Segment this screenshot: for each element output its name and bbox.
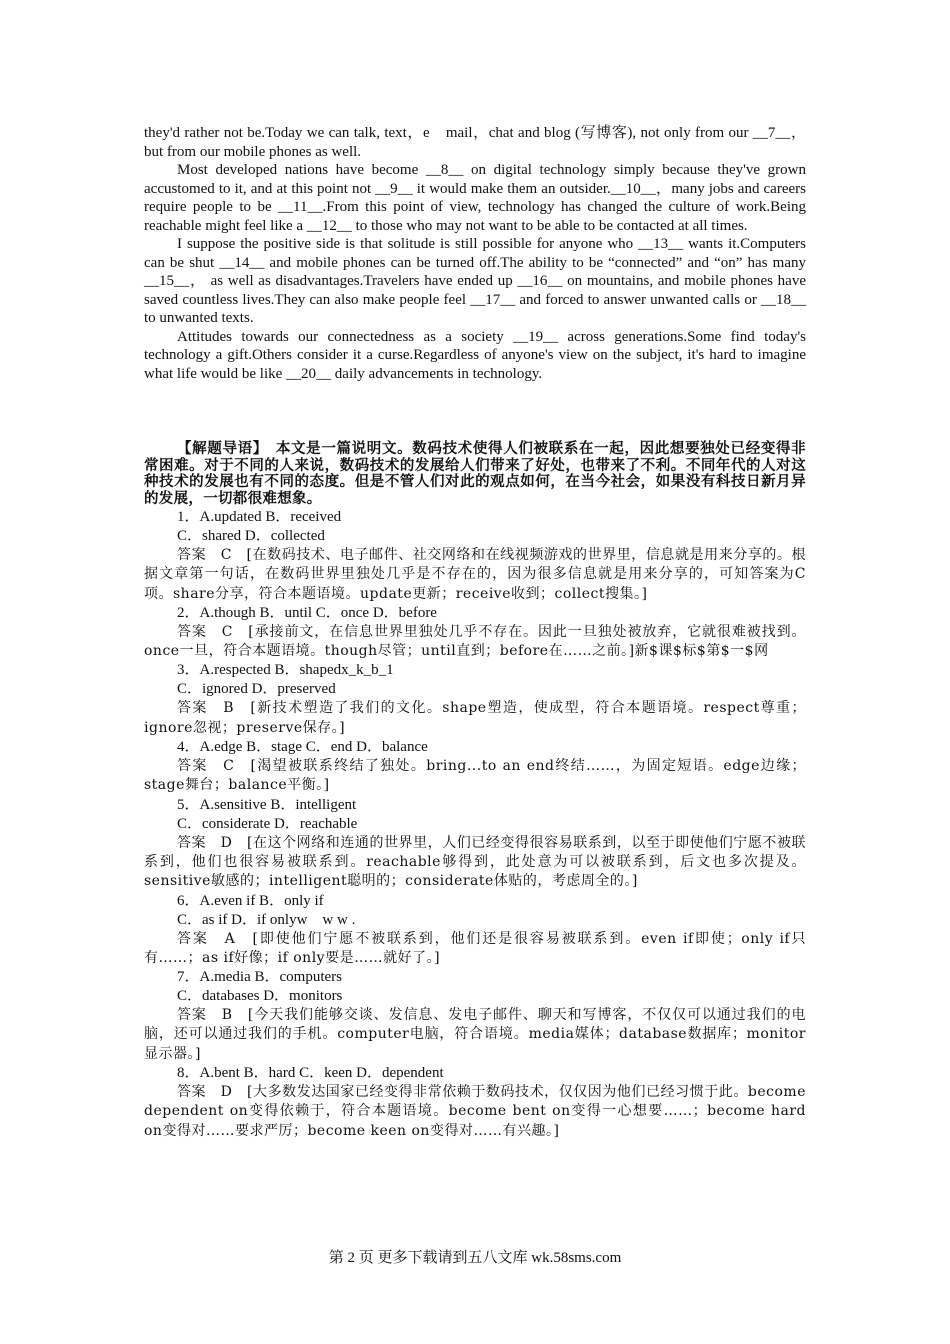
question-options: 1．A.updated B．received <box>177 509 342 525</box>
answer-explanation: 答案 D [大多数发达国家已经变得非常依赖于数码技术，仅仅因为他们已经习惯于此。become dependent on变得依赖于，符合本题语境。become bent on变得一心想要……；become hard on变得对……要求严厉；become keen on变得对……有兴趣。] <box>144 1084 806 1139</box>
question-options: 6．A.even if B．only if <box>177 892 324 909</box>
answer-explanation: 答案 C [承接前文，在信息世界里独处几乎不存在。因此一旦独处被放弃，它就很难被找到。once一旦，符合本题语境。though尽管；until直到；before在……之前。]新$课$标$第$一$网 <box>144 623 806 660</box>
question-options: 4．A.edge B．stage C．end D．balance <box>177 739 428 756</box>
question-list <box>144 508 806 1141</box>
reading-guide: 【解题导语】 本文是一篇说明文。数码技术使得人们被联系在一起，因此想要独处已经变得非常困难。对于不同的人来说，数码技术的发展给人们带来了好处，也带来了不利。不同年代的人对这种技术的发展也有不同的态度。但是不管人们对此的观点如何，在当今社会，如果没有科技日新月异的发展，一切都很难想象。 <box>144 441 806 507</box>
answer-explanation: 答案 C [在数码技术、电子邮件、社交网络和在线视频游戏的世界里，信息就是用来分享的。根据文章第一句话，在数码世界里独处几乎是不存在的，因为很多信息就是用来分享的，可知答案为C项。share分享，符合本题语境。update更新；receive收到；collect搜集。] <box>144 547 806 602</box>
question-options: 2．A.though B．until C．once D．before <box>177 604 437 621</box>
question-options: C．as if D．if onlyw w w . <box>177 911 356 928</box>
question-options: 8．A.bent B．hard C．keen D．dependent <box>177 1065 444 1082</box>
answer-explanation: 答案 B [新技术塑造了我们的文化。shape塑造，使成型，符合本题语境。respect尊重；ignore忽视；preserve保存。] <box>144 700 806 736</box>
passage-paragraph: Most developed nations have become __8__ on digital technology simply because they've grown accustomed to it, and at this point not __9__ it would make them an outsider.__10__，many jobs and careers require people to be __11__.From this point of view, technology has changed the culture of work.Being reachable might feel like a __12__ to those who may not want to be able to be contacted at all times. <box>144 162 806 234</box>
answer-explanation: 答案 A [即使他们宁愿不被联系到，他们还是很容易被联系到。even if即使；only if只有……；as if好像；if only要是……就好了。] <box>144 930 806 966</box>
page-footer: 第 2 页 更多下载请到五八文库 wk.58sms.com <box>328 1250 622 1266</box>
answer-explanation: 答案 B [今天我们能够交谈、发信息、发电子邮件、聊天和写博客，不仅仅可以通过我们的电脑，还可以通过我们的手机。computer电脑，符合语境。media媒体；database数据库；monitor显示器。] <box>144 1007 806 1062</box>
question-options: 5．A.sensitive B．intelligent <box>177 796 357 813</box>
question-options: C．ignored D．preserved <box>177 681 336 698</box>
question-options: 3．A.respected B．shapedx_k_b_1 <box>177 662 394 679</box>
answer-explanation: 答案 C [渴望被联系终结了独处。bring...to an end终结……，为固定短语。edge边缘；stage舞台；balance平衡。] <box>144 758 806 794</box>
question-options: C．shared D．collected <box>177 528 325 544</box>
cloze-passage <box>144 124 806 383</box>
question-options: C．databases D．monitors <box>177 988 343 1005</box>
answer-explanation: 答案 D [在这个网络和连通的世界里，人们已经变得很容易联系到，以至于即使他们宁愿不被联系到，他们也很容易被联系到。reachable够得到，此处意为可以被联系到，后文也多次提及。sensitive敏感的；intelligent聪明的；considerate体贴的，考虑周全的。] <box>144 834 806 890</box>
answer-explanations <box>144 441 806 1141</box>
passage-paragraph: Attitudes towards our connectedness as a society __19__ across generations.Some find today's technology a gift.Others consider it a curse.Regardless of anyone's view on the subject, it's hard to imagine what life would be like __20__ daily advancements in technology. <box>144 328 806 382</box>
passage-paragraph: I suppose the positive side is that solitude is still possible for anyone who __13__ wants it.Computers can be shut __14__ and mobile phones can be turned off.The ability to be “connected” and “on” has many __15__， as well as disadvantages.Travelers have ended up __16__ on mountains, and mobile phones have saved countless lives.They can also make people feel __17__ and forced to answer unwanted calls or __18__ to unwanted texts. <box>144 236 806 326</box>
passage-paragraph: they'd rather not be.Today we can talk, text，e mail，chat and blog (写博客), not only from our __7__， but from our mobile phones as well. <box>144 125 806 160</box>
question-options: 7．A.media B．computers <box>177 969 342 986</box>
question-options: C．considerate D．reachable <box>177 815 358 832</box>
